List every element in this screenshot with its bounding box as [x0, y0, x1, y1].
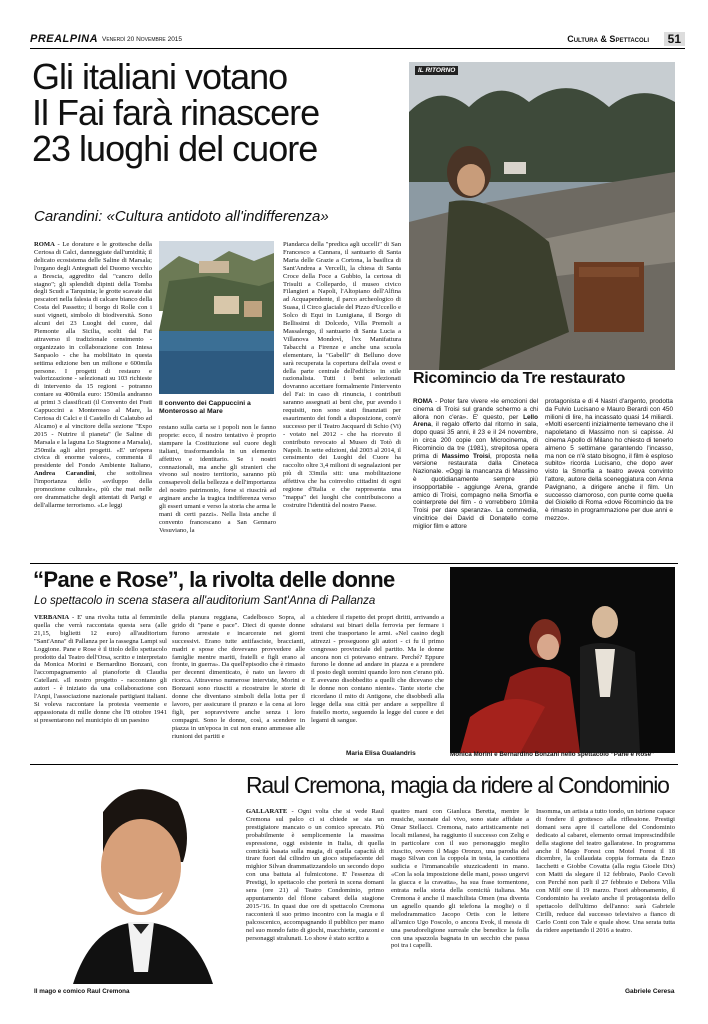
paragraph: , il regalo offerto dal ritorno in sala, dopo quasi 35 anni, il 23 e il 24 novembre, in circa 200 copie con Microcinema, di Ricomincio da tre (1981), strepitosa opera prima di [413, 421, 538, 460]
article2-column-1 [413, 398, 538, 560]
paragraph: - E' una rivolta tutta al femminile quella che verrà raccontata questa sera (alle 21,15, biglietti 12 euro) all'auditorium "Sant'Anna" di Pallanza per la rassegna Lampi sul Loggione. Pane e Rose è il titolo dello spettacolo prodotto dal Teatro dell'Orsa, scritto e interpretato da Monica Morini e Bernardino Bonzani, con l'accompagnamento al pianoforte di Claudia Catellani. «Il nostro progetto - raccontano gli autori - è iniziato da una collaborazione con l'Anpi, l'associazione nazionale partigiani italiani. Si voleva raccontare la protesta veemente e appassionata di mille donne che l'8 ottobre 1941 si presentarono nel municipio di un paesino [34, 614, 167, 724]
person-name: Andrea Carandini [34, 470, 95, 478]
divider [30, 563, 678, 564]
byline: Maria Elisa Gualandris [346, 750, 416, 757]
article2-column-2: protagonista e di 4 Nastri d'argento, prodotta da Fulvio Lucisano e Mauro Berardi con 450 milioni di lire, ha incassato quasi 14 miliardi. «Molti esercenti inizialmente temevano che il napoletano di Massimo non si capisse. Al cinema Apollo di Milano ho chiesto di tenerlo almeno 5 settimane garantendo l'incasso, ma non ce n'è stato bisogno, il film è esploso subito» ricorda Lucisano, che dopo aver visto la Smorfia a teatro aveva convinto l'attore, autore della sceneggiatura con Anna Pavignano, a dirigere anche il film. Un successo clamoroso, con punte come quella del Gioiello di Roma «dove Ricomincio da tre è rimasto in programmazione per due anni e mezzo». [545, 398, 673, 522]
paragraph: , che sottolinea l'importanza dello «sviluppo della promozione culturale», più che mai nelle ore drammatiche degli attentati di Parigi e dell'allarme terrorismo. «Le leggi [34, 470, 152, 509]
article4-column-3: Insomma, un artista a tutto tondo, un istrione capace di fondere il grottesco alla riflessione. Prestigi domani sera apre il cartellone del Condominio dedicato al cabaret, elemento ormai imprescindibile della stagione del teatro gallaratese. In programma anche il Mago Forest con Motel Forest il 18 dicembre, la collaudata coppia formata da Enzo Iacchetti e Giobbe Covatta (alla regia Gioele Dix) con Matti da slegare il 12 febbraio, Paolo Cevoli con Perché non parli il 27 febbraio e Debora Villa con Milf one il 19 marzo. Fuori abbonamento, il Condominio ha svelato anche il protagonista dello spettacolo dell'ultimo dell'anno: sarà Gabriele Cirilli, reduce dal successo televisivo a fianco di Carlo Conti con Tale e quale show. Una serata tutta da ridere aspettando il 2016 a teatro. [536, 808, 675, 934]
person-name: Massimo Troisi [441, 452, 491, 460]
article3-column-1 [34, 614, 167, 749]
article3-headline: “Pane e Rose”, la rivolta delle donne [33, 567, 395, 592]
pane-e-rose-photo [450, 567, 675, 753]
article3-column-2: della pianura reggiana, Cadelbosco Sopra, al grido di "pane e pace". Dieci di queste donne furono arrestate e incarcerate nei giorni successivi. Erano tutte antifasciste, braccianti, madri e spose che dovevano provvedere alle famiglie mentre mariti, fratelli e figli erano al fronte, in guerra». Da quell'episodio che è rimasto per decenni dimenticato, è nato un lavoro di ricerca. Attraverso numerose interviste, Morini e Bonzani sono riusciti a ricostruire le storie di donne che diventano simboli della lotta per il lavoro, per assicurare il pranzo e la cena ai loro figli, per sopravvivere anche senza i loro compagni. Sono le donne, così, a scendere in piazza in un'epoca in cui non erano ammesse alle riunioni dei partiti e [172, 614, 305, 740]
headline-line-2: Il Fai farà rinascere [32, 92, 320, 133]
byline: Gabriele Ceresa [625, 988, 675, 995]
paragraph: - Poter fare vivere «le emozioni del cinema di Troisi sul grande schermo a chi allora non c'era». E' questo, per [413, 398, 538, 421]
raul-cremona-photo [33, 772, 243, 984]
article1-headline [32, 56, 402, 169]
film-still-photo [409, 62, 675, 370]
dateline: GALLARATE [246, 808, 288, 815]
article2-headline: Ricomincio da Tre restaurato [413, 370, 626, 387]
photo-caption: Monica Morini e Bernardino Bonzani nello spettacolo “Pane e Rose” [450, 751, 655, 758]
section-name: Cultura & Spettacoli [567, 34, 649, 44]
paragraph: - Ogni volta che si vede Raul Cremona sul palco ci si chiede se sia un prestigiatore mancato o un comico sprecato. Più probabilmente è semplicemente la massima espressione, oggi esistente in Italia, di quella comicità basata sulla magia, di quella capacità di tirare fuori dal cilindro un gioco stupefacente del mighior Silvan drammatizzandolo un secondo dopo con una battuta al fulmicotone. E' l'essenza di Prestigi, lo spettacolo che porterà in scena domani sera (ore 21) al Teatro Condominio, primo appuntamento del filone cabaret della stagione 2015-'16. In quasi due ore di spettacolo Cremona racconterà il suo primo incontro con la magia e il palcoscenico, accompagnando il pubblico per mano nel suo mondo fatto di giochi, macchiette, canzoni e personaggi stralunati. Lo show è stato scritto a [246, 808, 384, 942]
dateline: VERBANIA [34, 614, 70, 621]
issue-date: Venerdì 20 Novembre 2015 [102, 36, 183, 43]
article3-subtitle: Lo spettacolo in scena stasera all'auditorium Sant'Anna di Pallanza [34, 595, 376, 607]
article3-column-3: a chiedere il rispetto dei propri diritti, arrivando a sdraiarsi sui binari della ferrovia per fermare i treni che trasportano le armi. «Nel casino degli attrezzi - proseguono gli autori - ci fu il primo congresso provinciale del partito. Ma le donne ancora non ci potevano entrare. Perché? Eppure furono le donne ad andare in piazza e a prendere il posto degli uomini quando loro non c'erano più. E avevano disobbedito a quelli che dicevano che le donne non contano niente». Tante storie che ricordano il mito di Antigone, che disobbedì alla legge della sua città per andare a seppellire il fratello morto, seguendo la legge del cuore e dei legami di sangue. [311, 614, 444, 724]
article4-column-2: quattro mani con Gianluca Beretta, mentre le musiche, suonate dal vivo, sono state affidate a Omar Stellacci. Cremona, nato artisticamente nei locali milanesi, ha raggiunto il successo con Zelig e in particolare con il suo personaggio meglio riuscito, ovvero il Mago Oronzo, una parodia del mago Silvan con la coppola in testa, la canottiera sudicia e l'immancabile stuzzicadenti in mano. «Con la sola imposizione delle mani, posso ungervi la giacca e la cravatta», ha sua frase tormentone, entrata nella storia della comicità italiana. Ma Cremona è anche il maschilista Omen (ma diventa un agnello quando gli telefona la moglie) o il melodrammatico Jacopo Ortis con le lettere all'amico Ugo Foscolo, o ancora Evok, il messia di una pseudoreligione surreale che benedice la folla con una spazzola bagnata in un secchio che passa poi tra i capelli. [391, 808, 529, 950]
photo-caption: Il convento dei Cappuccini a Monterosso al Mare [159, 400, 251, 415]
newspaper-logo[interactable]: PREALPINA [30, 33, 99, 45]
headline-line-1: Gli italiani votano [32, 56, 288, 97]
article1-column-3: Piandarca della "predica agli uccelli" di San Francesco a Cannara, il santuario di Santa Maria delle Grazie a Cortona, la basilica di Sant'Andrea a Vercelli, la chiesa di Santa Croce della Foce a Gubbio, la certosa di Trisulti a Collepardo, il museo civico Filangieri a Napoli, l'Altopiano dell'Alfina ad Acquapendente, il parco archeologico di Suasa, il Circo glaciale del Pizzo d'Uccello e Solco di Equi in Lunigiana, il Borgo di Bellissimi di Dolcedo, Villa Premoli a Massalengo, il santuario di Santa Lucia a Villanova Mondovì, l'ex Manifattura Tabacchi a Firenze e anche una scuola elementare, la "Gabelli" di Belluno dove sarà recuperata la copertura dell'ala ovest e della parte centrale dell'edificio in stile razionalista. Tutti i beni selezionati dovranno accettare formalmente l'intervento del Fai: in caso di rinuncia, i contributi saranno assegnati ai beni che, pur avendo i requisiti, non sono stati finanziati per esaurimento dei fondi a disposizione, com'è successo per il Teatro Jacquard di Schio (Vi) - votato nel 2012 - che ha ricevuto il contributo revocato al Museo di Totò di Napoli. In sette edizioni, dal 2003 al 2014, il censimento dei Luoghi del Cuore ha raccolto oltre 3,4 milioni di segnalazioni per più di 33mila siti: una mobilitazione affettiva che ha coinvolto cittadini di ogni regione d'Italia e che rappresenta una "mappa" dei luoghi che contribuiscono a costruire l'identità del nostro Paese. [283, 241, 401, 509]
monterosso-photo [159, 241, 274, 394]
dateline: ROMA [34, 241, 55, 248]
dateline: ROMA [413, 398, 433, 405]
article1-subtitle: Carandini: «Cultura antidoto all'indifferenza» [34, 208, 329, 225]
page-header [30, 31, 685, 49]
page-number: 51 [664, 32, 685, 46]
headline-line-3: 23 luoghi del cuore [32, 128, 318, 169]
person-name: Lello Arena [413, 413, 538, 429]
article1-column-2: restano sulla carta se i popoli non le fanno proprie: ecco, il nostro tentativo è proprio stampare la Costituzione sul cuore degli italiani, trasformandola in un elemento affettivo e identitario. Se i nostri connazionali, ma anche gli stranieri che vivono sul nostro territorio, saranno più consapevoli della bellezza e dell'importanza del nostro patrimonio, forse si riuscirà ad arginare anche la tragica indifferenza verso gli esseri umani e verso la storia che arma le mani di certi pazzi». Nella lista anche il convento francescano a San Gennaro Vesuviano, la [159, 424, 276, 534]
divider [30, 764, 678, 765]
paragraph: - Le dorature e le grottesche della Certosa di Calci, danneggiate dall'umidità; il delicato ecosistema delle Saline di Marsala; l'organo degli Antegnati del Duomo vecchio a Brescia, aggredito dal "cancro dello stagno"; gli splendidi dipinti della Tomba degli Scudi a Tarquinia; le grotte scavate dai pescatori nella falesia di calcare bianco della Costa del Passetto; il borgo di Rolle con i suoi vigneti, simbolo di biodiversità. Sono alcuni dei 23 Luoghi del cuore, dal Piemonte alla Sicilia, scelti dal Fai attraverso il tradizionale censimento - organizzato in collaborazione con Intesa Sanpaolo - che ha mobilitato in questa settima edizione ben un milione e 600mila persone. I progetti di restauro e valorizzazione - selezionati su 103 richieste di intervento da 15 regioni - potranno contare su 400mila euro: 150mila andranno ai primi 3 classificati (il Convento dei Frati Cappuccini a Monterosso al Mare, la Certosa di Calci e il Castello di Calatubo ad Alcamo) e al vincitore della sezione "Expo 2015 - Nutrire il pianeta" (le Saline di Marsala e la laguna Lo Stagnone a Marsala), 250mila agli altri progetti. «E' un'opera civica di enorme valore», commenta il presidente del Fondo Ambiente Italiano, [34, 241, 152, 470]
photo-caption: Il mago e comico Raul Cremona [34, 988, 130, 995]
paragraph: , proposta nella versione restaurata dalla Cineteca Nazionale. «Oggi la mancanza di Massimo è quotidianamente sempre più insopportabile - aggiunge Arena, grande amico di Troisi, compagno nella Smorfia e cointerprete del film - o vorrebbero 10mila Troisi per dare speranza». La commedia, vincitrice dei David di Donatello come miglior film e attore [413, 452, 538, 530]
article4-headline: Raul Cremona, magia da ridere al Condominio [246, 772, 669, 798]
section-label-ritorno: IL RITORNO [415, 66, 458, 75]
article4-column-1 [246, 808, 384, 994]
article1-column-1 [34, 241, 152, 556]
